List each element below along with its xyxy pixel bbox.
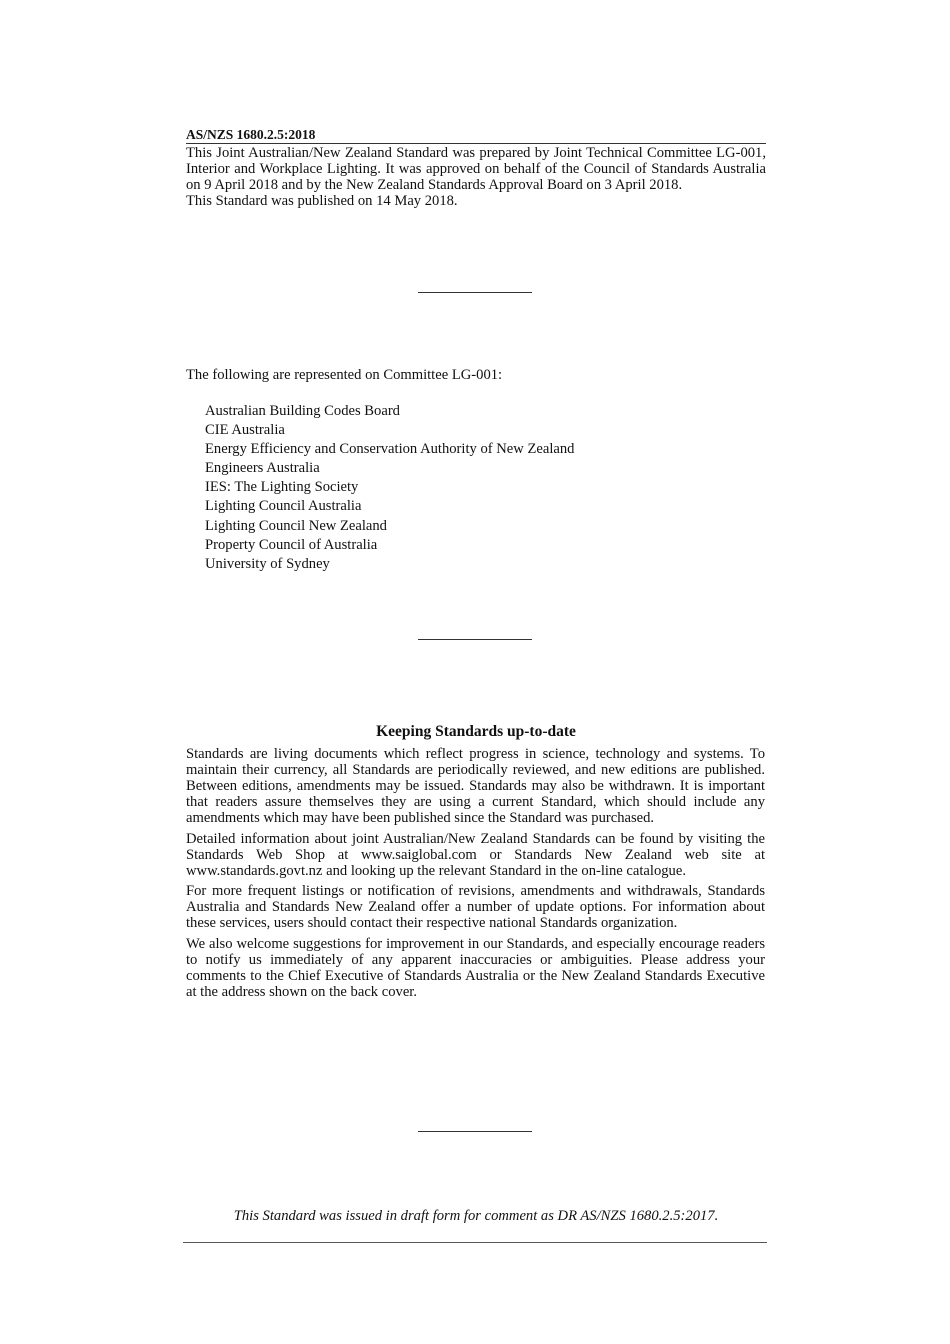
- footer-rule: [183, 1242, 767, 1243]
- preparation-paragraph: This Joint Australian/New Zealand Standard was prepared by Joint Technical Committee LG-001, Interior and Workplace Lighting. It was approved on behalf of the Council of Standards Australia on 9 April 2018 and by the New Zealand Standards Approval Board on 3 April 2018.: [186, 145, 766, 193]
- committee-intro: The following are represented on Committee LG-001:: [186, 367, 503, 383]
- keeping-paragraph: Detailed information about joint Australian/New Zealand Standards can be found by visiting the Standards Web Shop at www.saiglobal.com or Standards New Zealand web site at www.standards.govt.nz and looking up the relevant Standard in the on-line catalogue.: [186, 830, 765, 879]
- committee-member: University of Sydney: [205, 555, 330, 572]
- committee-member-list: [205, 402, 574, 574]
- keeping-paragraph: For more frequent listings or notification of revisions, amendments and withdrawals, Standards Australia and Standards New Zealand offer a number of update options. For information about these services, users should contact their respective national Standards organization.: [186, 883, 765, 931]
- committee-member: Energy Efficiency and Conservation Authority of New Zealand: [205, 441, 575, 458]
- keeping-up-to-date-body: [186, 746, 765, 1004]
- committee-member: CIE Australia: [205, 422, 285, 439]
- section-divider: [418, 1131, 532, 1132]
- standard-identifier: AS/NZS 1680.2.5:2018: [186, 127, 766, 144]
- committee-member: Property Council of Australia: [205, 536, 378, 553]
- section-divider: [418, 639, 532, 640]
- committee-member: Engineers Australia: [205, 460, 320, 477]
- keeping-up-to-date-heading: Keeping Standards up-to-date: [376, 723, 576, 740]
- committee-member: Australian Building Codes Board: [205, 403, 400, 419]
- committee-member: IES: The Lighting Society: [205, 479, 359, 496]
- draft-note: This Standard was issued in draft form for comment as DR AS/NZS 1680.2.5:2017.: [233, 1208, 719, 1224]
- committee-member: Lighting Council New Zealand: [205, 517, 387, 534]
- committee-member: Lighting Council Australia: [205, 498, 362, 515]
- publication-date: This Standard was published on 14 May 2018.: [186, 193, 458, 209]
- keeping-paragraph: Standards are living documents which reflect progress in science, technology and systems. To maintain their currency, all Standards are periodically reviewed, and new editions are published. Between editions, amendments may be issued. Standards may also be withdrawn. It is important that readers assure themselves they are using a current Standard, which should include any amendments which may have been published since the Standard was purchased.: [186, 746, 765, 826]
- preparation-statement: [186, 145, 766, 209]
- keeping-paragraph: We also welcome suggestions for improvement in our Standards, and especially encourage readers to notify us immediately of any apparent inaccuracies or ambiguities. Please address your comments to the Chief Executive of Standards Australia or the New Zealand Standards Executive at the address shown on the back cover.: [186, 935, 765, 1000]
- section-divider: [418, 292, 532, 293]
